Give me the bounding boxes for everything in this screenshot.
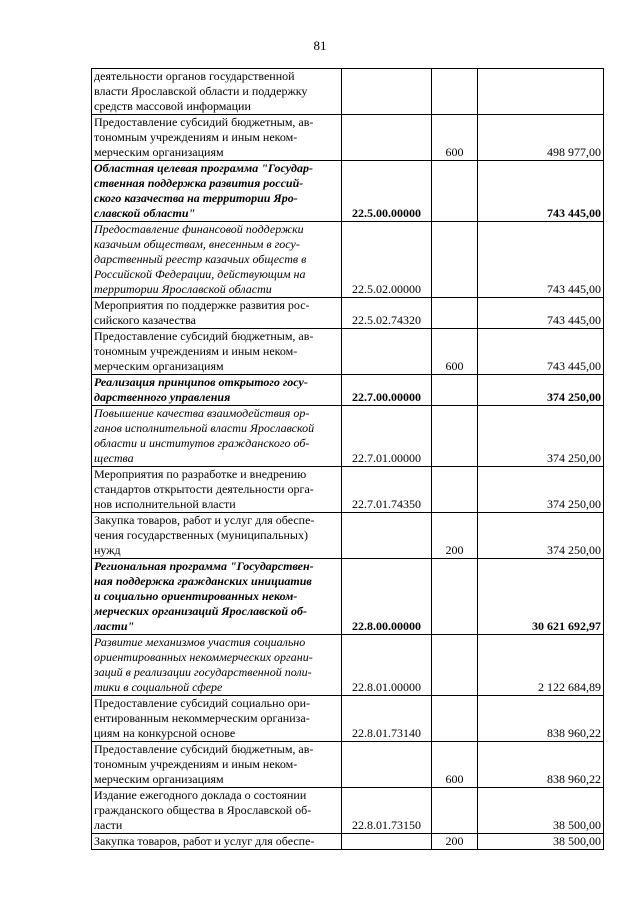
table-row <box>92 513 604 559</box>
row-code-cell: 22.8.01.73140 <box>342 696 432 742</box>
row-name-line: мерческим организациям <box>94 145 224 159</box>
row-name-line: дарственный реестр казачьих обществ в <box>94 252 307 266</box>
table-row <box>92 467 604 513</box>
row-expense-kind-cell <box>432 559 478 635</box>
row-code-cell: 22.7.01.00000 <box>342 406 432 467</box>
row-name-cell <box>92 329 342 375</box>
row-name-line: тономным учреждениям и иным неком- <box>94 344 298 358</box>
row-name-line: области и институтов гражданского об- <box>94 436 310 450</box>
page-number: 81 <box>313 38 327 53</box>
row-name-line: ентированным некоммерческим организа- <box>94 711 310 725</box>
row-expense-kind-cell <box>432 788 478 834</box>
row-code-cell <box>342 513 432 559</box>
row-amount-cell: 743 445,00 <box>478 329 604 375</box>
row-amount-cell: 498 977,00 <box>478 115 604 161</box>
row-name-cell <box>92 69 342 115</box>
row-amount-cell: 838 960,22 <box>478 742 604 788</box>
row-code-cell <box>342 69 432 115</box>
table-row <box>92 834 604 850</box>
row-name-line: Мероприятия по разработке и внедрению <box>94 467 307 481</box>
row-code-cell: 22.5.02.00000 <box>342 222 432 298</box>
row-name-line: тики в социальной сфере <box>94 680 223 694</box>
row-amount-cell: 374 250,00 <box>478 467 604 513</box>
row-code-cell <box>342 115 432 161</box>
row-name-line: щества <box>94 451 134 465</box>
row-name-line: Мероприятия по поддержке развития рос- <box>94 298 310 312</box>
row-name-cell <box>92 222 342 298</box>
row-name-line: Российской Федерации, действующим на <box>94 267 306 281</box>
row-name-line: заций в реализации государственной поли- <box>94 665 312 679</box>
row-name-cell <box>92 467 342 513</box>
row-code-cell <box>342 834 432 850</box>
table-row <box>92 788 604 834</box>
row-code-cell: 22.8.00.00000 <box>342 559 432 635</box>
row-name-cell <box>92 513 342 559</box>
row-expense-kind-cell: 600 <box>432 329 478 375</box>
table-row <box>92 696 604 742</box>
table-row <box>92 161 604 222</box>
row-name-line: ласти <box>94 818 123 832</box>
row-code-cell: 22.8.01.73150 <box>342 788 432 834</box>
row-name-line: Предоставление субсидий социально ори- <box>94 696 310 710</box>
row-name-line: дарственного управления <box>94 390 231 404</box>
row-name-cell <box>92 742 342 788</box>
row-code-cell: 22.7.01.74350 <box>342 467 432 513</box>
row-code-cell: 22.5.00.00000 <box>342 161 432 222</box>
row-amount-cell: 374 250,00 <box>478 406 604 467</box>
row-name-line: стандартов открытости деятельности орга- <box>94 482 314 496</box>
row-amount-cell: 2 122 684,89 <box>478 635 604 696</box>
row-expense-kind-cell <box>432 467 478 513</box>
row-amount-cell: 374 250,00 <box>478 513 604 559</box>
row-expense-kind-cell <box>432 298 478 329</box>
table-row <box>92 635 604 696</box>
table-row <box>92 559 604 635</box>
row-name-cell <box>92 406 342 467</box>
row-name-line: Предоставление субсидий бюджетным, ав- <box>94 329 314 343</box>
table-row <box>92 298 604 329</box>
row-expense-kind-cell: 200 <box>432 513 478 559</box>
row-name-line: ориентированных некоммерческих органи- <box>94 650 313 664</box>
row-name-line: Предоставление субсидий бюджетным, ав- <box>94 742 314 756</box>
row-name-line: чения государственных (муниципальных) <box>94 528 308 542</box>
row-name-line: ского казачества на территории Яро- <box>94 191 298 205</box>
row-name-line: власти Ярославской области и поддержку <box>94 84 308 98</box>
row-name-line: циям на конкурсной основе <box>94 726 236 740</box>
row-name-line: территории Ярославской области <box>94 282 272 296</box>
table-row <box>92 222 604 298</box>
table-row <box>92 69 604 115</box>
row-name-line: ласти" <box>94 619 135 633</box>
row-name-line: Развитие механизмов участия социально <box>94 635 306 649</box>
table-row <box>92 329 604 375</box>
row-code-cell: 22.8.01.00000 <box>342 635 432 696</box>
row-amount-cell: 374 250,00 <box>478 375 604 406</box>
table-row <box>92 115 604 161</box>
row-name-cell <box>92 298 342 329</box>
row-name-line: Реализация принципов открытого госу- <box>94 375 308 389</box>
row-name-line: Предоставление финансовой поддержки <box>94 222 304 236</box>
row-name-cell <box>92 161 342 222</box>
row-name-line: нов исполнительной власти <box>94 497 236 511</box>
row-expense-kind-cell <box>432 161 478 222</box>
row-name-line: гражданского общества в Ярославской об- <box>94 803 312 817</box>
row-amount-cell: 838 960,22 <box>478 696 604 742</box>
row-name-line: славской области" <box>94 206 196 220</box>
table-row <box>92 375 604 406</box>
row-amount-cell: 743 445,00 <box>478 298 604 329</box>
row-name-line: Повышение качества взаимодействия ор- <box>94 406 310 420</box>
row-expense-kind-cell <box>432 69 478 115</box>
row-name-line: нужд <box>94 543 121 557</box>
row-name-line: Областная целевая программа "Государ- <box>94 161 313 175</box>
row-name-line: Региональная программа "Государствен- <box>94 559 314 573</box>
row-code-cell: 22.7.00.00000 <box>342 375 432 406</box>
row-code-cell <box>342 329 432 375</box>
row-name-line: мерческих организаций Ярославской об- <box>94 604 307 618</box>
row-name-line: средств массовой информации <box>94 99 251 113</box>
row-name-cell <box>92 788 342 834</box>
row-amount-cell: 38 500,00 <box>478 834 604 850</box>
row-name-cell <box>92 115 342 161</box>
row-expense-kind-cell: 600 <box>432 742 478 788</box>
row-expense-kind-cell: 200 <box>432 834 478 850</box>
row-name-line: и социально ориентированных неком- <box>94 589 298 603</box>
row-name-cell <box>92 635 342 696</box>
row-amount-cell: 743 445,00 <box>478 161 604 222</box>
row-name-line: сийского казачества <box>94 313 196 327</box>
row-name-line: Предоставление субсидий бюджетным, ав- <box>94 115 314 129</box>
row-amount-cell: 30 621 692,97 <box>478 559 604 635</box>
row-name-line: деятельности органов государственной <box>94 69 295 83</box>
row-expense-kind-cell: 600 <box>432 115 478 161</box>
row-name-line: Закупка товаров, работ и услуг для обеспе- <box>94 834 315 848</box>
row-name-cell <box>92 834 342 850</box>
row-expense-kind-cell <box>432 635 478 696</box>
row-name-line: ственная поддержка развития россий- <box>94 176 304 190</box>
row-amount-cell: 38 500,00 <box>478 788 604 834</box>
row-name-cell <box>92 375 342 406</box>
row-code-cell: 22.5.02.74320 <box>342 298 432 329</box>
row-expense-kind-cell <box>432 696 478 742</box>
row-amount-cell <box>478 69 604 115</box>
row-name-line: Издание ежегодного доклада о состоянии <box>94 788 307 802</box>
budget-table-body <box>92 69 604 850</box>
row-code-cell <box>342 742 432 788</box>
row-name-cell <box>92 559 342 635</box>
row-name-line: Закупка товаров, работ и услуг для обеспе- <box>94 513 315 527</box>
row-name-line: ная поддержка гражданских инициатив <box>94 574 312 588</box>
row-name-line: казачьим обществам, внесенным в госу- <box>94 237 300 251</box>
row-amount-cell: 743 445,00 <box>478 222 604 298</box>
row-expense-kind-cell <box>432 406 478 467</box>
row-name-line: тономным учреждениям и иным неком- <box>94 757 298 771</box>
row-name-line: мерческим организациям <box>94 772 224 786</box>
row-expense-kind-cell <box>432 375 478 406</box>
row-name-line: мерческим организациям <box>94 359 224 373</box>
budget-table <box>91 68 604 850</box>
row-name-cell <box>92 696 342 742</box>
row-name-line: тономным учреждениям и иным неком- <box>94 130 298 144</box>
table-row <box>92 742 604 788</box>
table-row <box>92 406 604 467</box>
row-name-line: ганов исполнительной власти Ярославской <box>94 421 315 435</box>
row-expense-kind-cell <box>432 222 478 298</box>
